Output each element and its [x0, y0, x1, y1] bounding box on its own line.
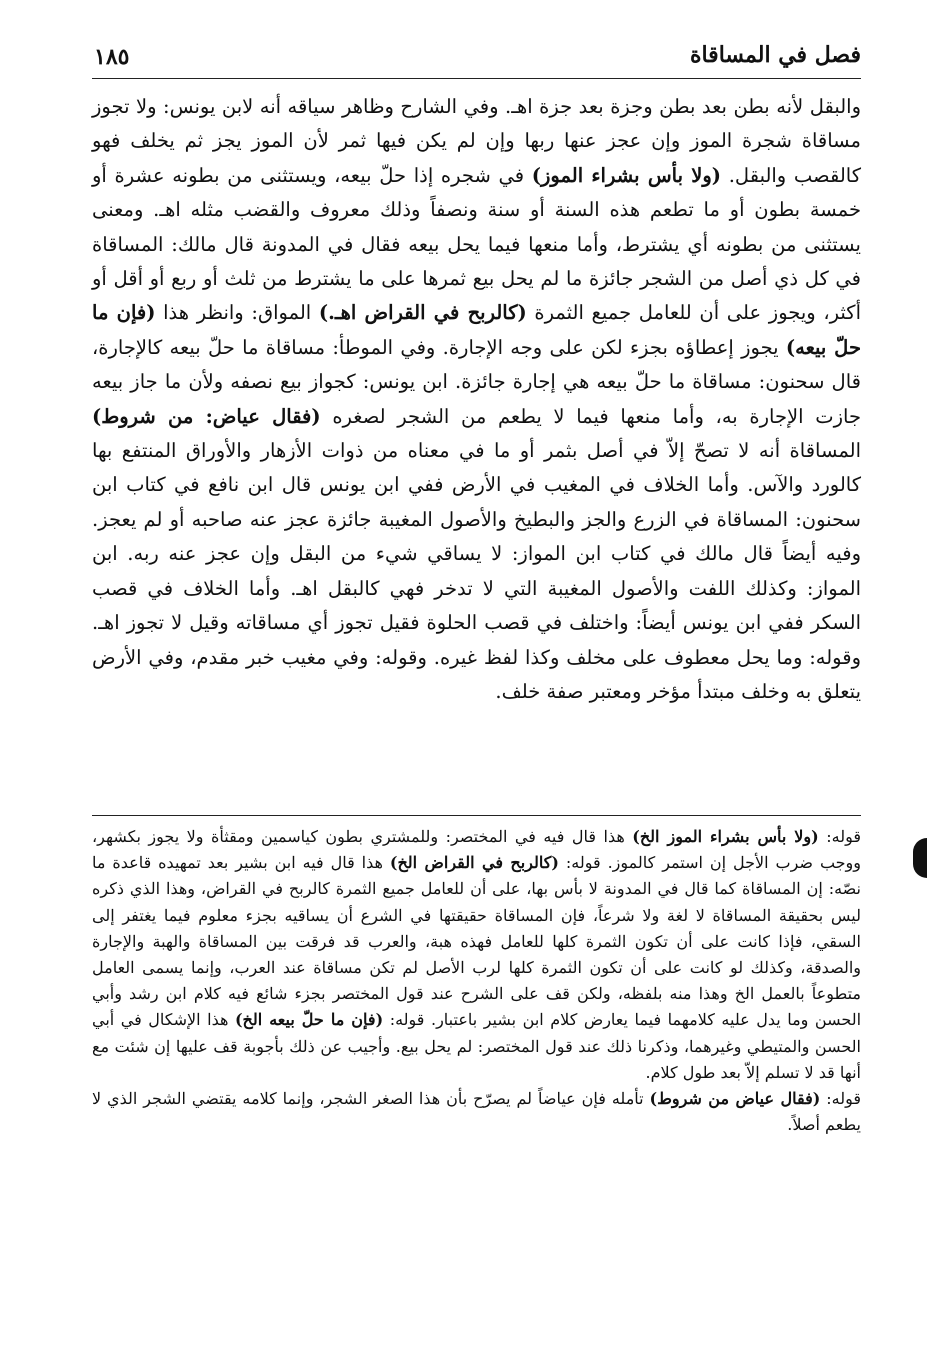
- footnote-paragraph: [92, 1086, 861, 1138]
- footnote-paragraph: [92, 824, 861, 1086]
- note-text-segment: قوله:: [826, 1089, 861, 1109]
- bold-phrase: (كالربح في القراض الخ): [389, 853, 559, 873]
- note-text-segment: هذا قال فيه في المختصر: وللمشتري بطون كياسمين ومقثأة ولا يجوز بكشهر، ووجب ضرب الأجل إن استمر كالموز. قوله:: [92, 827, 862, 873]
- page-header: [92, 38, 861, 79]
- bold-phrase: (كالربح في القراض اهـ.): [318, 301, 527, 325]
- running-title: فصل في المساقاة: [689, 42, 861, 68]
- scan-edge-mark: [913, 838, 927, 878]
- bold-phrase: (فإن ما حلّ بيعه الخ): [234, 1010, 384, 1030]
- footnotes: [92, 824, 861, 1138]
- main-paragraph: [92, 90, 861, 709]
- main-text-segment: والبقل لأنه بطن بعد بطن وجزة بعد جزة اهـ. وفي الشارح وظاهر سياقه أنه لابن يونس: ولا تجوز مساقاة شجرة الموز وإن عجز عنها ربها وإن لم يكن فيها ثمر لأن الموز يجز ثم يخلف فهو كالقصب والبقل.: [92, 95, 861, 187]
- bold-phrase: (فقال عياض: من شروط): [92, 404, 321, 428]
- bold-phrase: (ولا بأس بشراء الموز الخ): [632, 827, 819, 846]
- note-text-segment: هذا الإشكال في أبي الحسن والمتيطي وغيرهما، وذكرنا ذلك عند قول المختصر: لم يحل بيع. وأجيب عن ذلك بأجوبة قف عليها إن شئت مع أنها قد لا تسلم إلاّ بعد طول كلام.: [92, 1010, 861, 1082]
- main-text-segment: في شجره إذا حلّ بيعه، ويستثنى من بطونه عشرة أو خمسة بطون أو ما تطعم هذه السنة أو سنة ونصفاً وذلك معروف والقضب مثله اهـ. ومعنى يستثنى من بطونه أي يشترط، وأما منعها فيما يحل بيعه فقال في المدونة قال مالك: المساقاة في كل ذي أصل من الشجر جائزة ما لم يحل بيع ثمرها على ما يشترط من ثلث أو ربع أو أقل أو أكثر، ويجوز على أن للعامل جميع الثمرة: [92, 163, 861, 325]
- main-text-segment: المساقاة أنه لا تصحّ إلاّ في أصل بثمر أو ما في معناه من ذوات الأزهار والأوراق المنتفع بها كالورد والآس. وأما الخلاف في المغيب في الأرض ففي ابن يونس قال ابن نافع في كتاب ابن سحنون: المساقاة في الزرع والجز والبطيخ والأصول المغيبة جائزة عجز عنه صاحبه أو لم يعجز. وفيه أيضاً قال مالك في كتاب ابن المواز: لا يساقي شيء من البقل وإن عجز عنه ربه. ابن المواز: وكذلك اللفت والأصول المغيبة التي لا تدخر فهي كالبقل اهـ. وأما الخلاف في قصب السكر ففي ابن يونس أيضاً: واختلف في قصب الحلوة فقيل تجوز أي مساقاته وقيل لا تجوز اهـ. وقوله: وما يحل معطوف على مخلف وكذا لفظ غيره. وقوله: وفي مغيب خبر مقدم، وفي الأرض يتعلق به وخلف مبتدأ مؤخر ومعتبر صفة خلف.: [92, 439, 861, 703]
- note-text-segment: تأمله فإن عياضاً لم يصرّح بأن هذا الصغر الشجر، وإنما كلامه يقتضي الشجر الذي لا يطعم أصلاً.: [92, 1089, 861, 1135]
- bold-phrase: (فإن ما حلّ بيعه): [92, 301, 862, 359]
- main-text-segment: يجوز إعطاؤه بجزء لكن على وجه الإجارة. وفي الموطأ: مساقاة ما حلّ بيعه كالإجارة، قال سحنون: مساقاة ما حلّ بيعه هي إجارة جائزة. ابن يونس: كجواز بيع نصفه ولأن ما جاز بيعه جازت الإجارة به، وأما منعها فيما لا يطعم من الشجر لصغره: [92, 335, 862, 428]
- bold-phrase: (فقال عياض من شروط): [649, 1089, 821, 1109]
- main-text-segment: المواق: وانظر هذا: [163, 301, 312, 325]
- note-text-segment: قوله:: [826, 827, 861, 846]
- bold-phrase: (ولا بأس بشراء الموز): [531, 163, 722, 187]
- note-text-segment: هذا قال فيه ابن بشير بعد تمهيده قاعدة ما نصّه: إن المساقاة كما قال في المدونة لا بأس بها، على أن للعامل جميع الثمرة كالربح في القراض، وهذا الذي ذكره ليس بحقيقة المساقاة لا لغة ولا شرعاً، فإن المساقاة حقيقتها في الشرع أن يساقيه بجزء معلوم فيما يغتفر إلى السقي، فإذا كانت على أن تكون الثمرة كلها للعامل فهذه هبة، والعرب قد فرقت بين المساقاة والهبة والإجارة والصدقة، وكذلك لو كانت على أن تكون الثمرة كلها لرب الأصل لم تكن مساقاة عند العرب، وإنما يسمى العامل متطوعاً بالعمل الخ وهذا منه بلفظه، ولكن قف على الشرح عند قول المختصر بجزء شائع فيه كلام ابن رشد وأبي الحسن وما يدل عليه كلامهما فيما يعارض كلام ابن بشير باعتبار. قوله:: [92, 853, 862, 1030]
- footnote-divider: [92, 815, 861, 816]
- main-text: [92, 90, 861, 709]
- page-number: ١٨٥: [94, 44, 130, 70]
